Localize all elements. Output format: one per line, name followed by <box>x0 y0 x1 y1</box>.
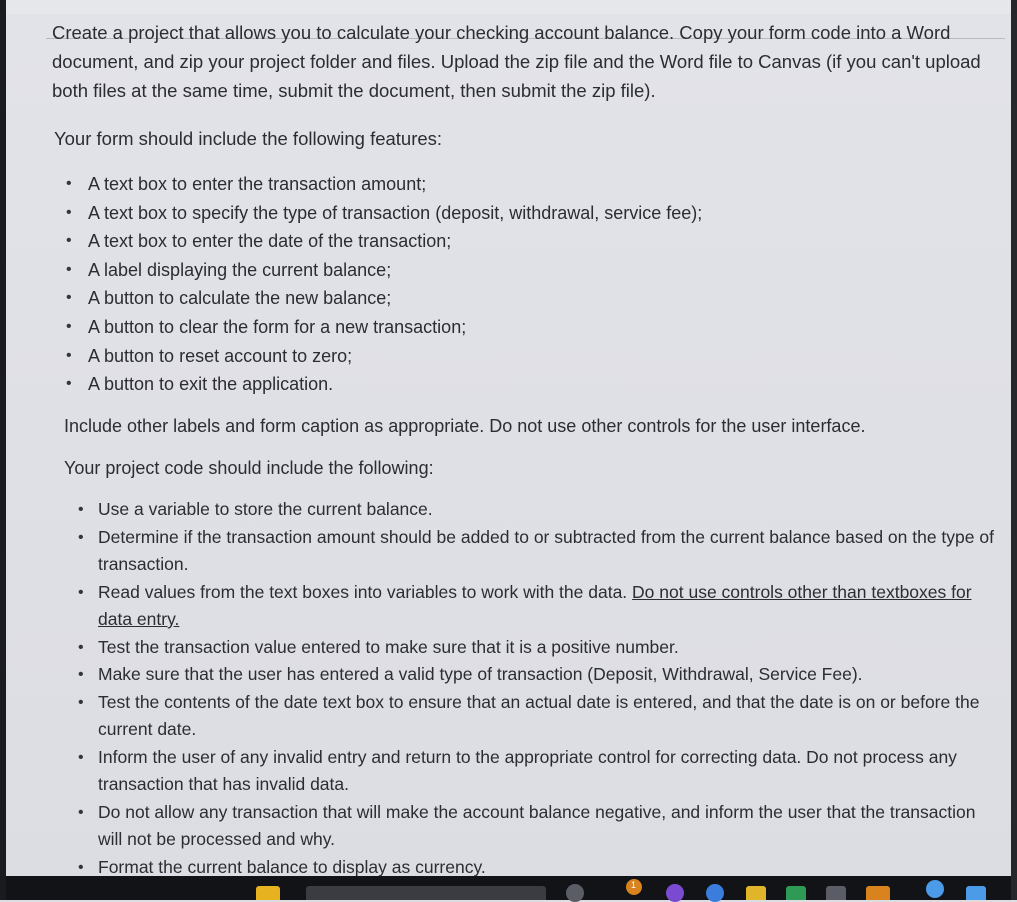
app-icon[interactable] <box>666 884 684 902</box>
app-icon[interactable] <box>966 886 986 900</box>
list-item: • A label displaying the current balance; <box>66 256 702 285</box>
underlined-requirement: Do not use controls other than textboxes for data entry. <box>98 581 972 629</box>
assignment-content <box>6 14 1011 876</box>
app-icon[interactable] <box>566 884 584 902</box>
app-icon[interactable] <box>926 880 944 898</box>
top-strip <box>6 0 1011 14</box>
app-icon[interactable] <box>746 886 766 900</box>
list-item: • Test the contents of the date text box to ensure that an actual date is entered, and that the date is on or before the current date. <box>78 689 998 744</box>
screen-bezel-right <box>1011 0 1017 900</box>
code-heading: Your project code should include the following: <box>64 458 434 478</box>
app-icon[interactable] <box>826 886 846 900</box>
app-icon[interactable] <box>706 884 724 902</box>
list-item: • Format the current balance to display as currency. <box>78 854 998 882</box>
features-list <box>66 170 702 399</box>
list-item: • Test the transaction value entered to make sure that it is a positive number. <box>78 634 998 662</box>
include-other-paragraph: Include other labels and form caption as appropriate. Do not use other controls for the user interface. <box>64 416 866 436</box>
list-item: • A text box to enter the transaction amount; <box>66 170 702 199</box>
list-item: • Determine if the transaction amount should be added to or subtracted from the current balance based on the type of transaction. <box>78 524 998 579</box>
app-icon[interactable] <box>256 886 280 900</box>
list-item: • A button to reset account to zero; <box>66 342 702 371</box>
taskbar <box>6 876 1011 900</box>
list-item: • A text box to enter the date of the transaction; <box>66 227 702 256</box>
features-heading: Your form should include the following features: <box>54 128 443 149</box>
list-item: • A button to calculate the new balance; <box>66 284 702 313</box>
list-item: • A button to clear the form for a new transaction; <box>66 313 702 342</box>
list-item: • A button to exit the application. <box>66 370 702 399</box>
list-item: • Make sure that the user has entered a valid type of transaction (Deposit, Withdrawal, Service Fee). <box>78 661 998 689</box>
code-requirements-list <box>78 496 998 881</box>
list-item: • Inform the user of any invalid entry and return to the appropriate control for correcting data. Do not process any transaction that has invalid data. <box>78 744 998 799</box>
app-icon[interactable] <box>786 886 806 900</box>
notification-badge: 1 <box>626 879 642 895</box>
list-item: • Do not allow any transaction that will make the account balance negative, and inform the user that the transaction will not be processed and why. <box>78 799 998 854</box>
app-icon[interactable] <box>866 886 890 900</box>
list-item: • Use a variable to store the current balance. <box>78 496 998 524</box>
list-item-text: Read values from the text boxes into variables to work with the data. <box>98 581 628 602</box>
list-item: • A text box to specify the type of transaction (deposit, withdrawal, service fee); <box>66 199 702 228</box>
search-box[interactable] <box>306 886 546 900</box>
list-item <box>78 579 998 634</box>
intro-paragraph: Create a project that allows you to calculate your checking account balance. Copy your form code into a Word document, and zip your project folder and files. Upload the zip file and the Word file to Canvas (if you can't upload both files at the same time, submit the document, then submit the zip file). <box>52 22 981 101</box>
